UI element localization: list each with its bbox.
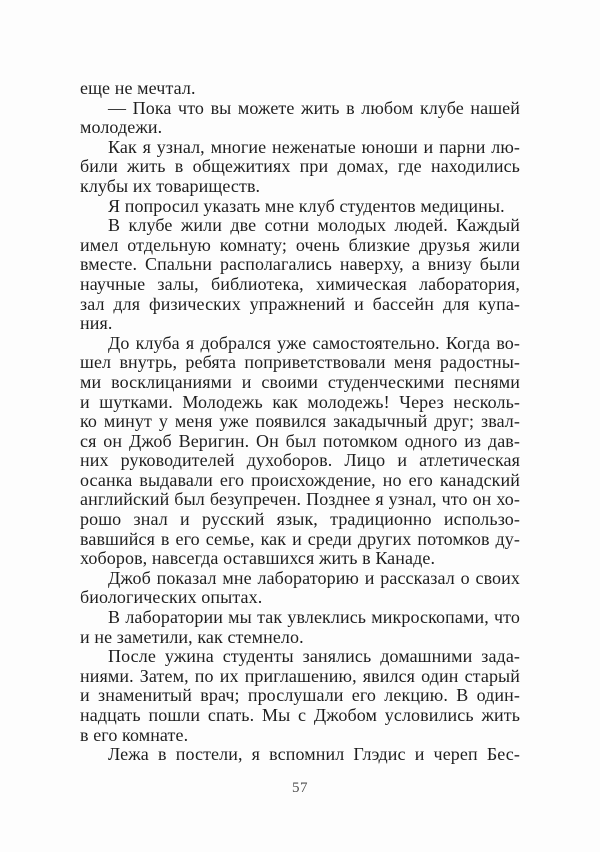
text-line: вместе. Спальни располагались наверху, а внизу были [80, 255, 520, 275]
text-line: в его комнате. [80, 725, 189, 745]
text-line: зал для физических упражнений и бассейн для купа- [80, 294, 520, 314]
text-line: биологических опытах. [80, 588, 263, 608]
text-line: В лаборатории мы так увлеклись микроскопами, что [108, 608, 520, 628]
text-line: — Пока что вы можете жить в любом клубе нашей [108, 98, 520, 118]
text-line: В клубе жили две сотни молодых людей. Каждый [108, 216, 520, 236]
paragraph [80, 197, 520, 217]
paragraph [80, 647, 520, 745]
text-line: осанка выдавали его происхождение, но его канадский [80, 470, 520, 490]
text-line: После ужина студенты занялись домашними зада- [108, 647, 520, 667]
text-line: них руководителей духоборов. Лицо и атлетическая [80, 451, 520, 471]
text-line: ся он Джоб Веригин. Он был потомком одного из дав- [80, 431, 520, 451]
text-line: ниями. Затем, по их приглашению, явился один старый [80, 666, 520, 686]
text-line: и знаменитый врач; прослушали его лекцию. В один- [80, 686, 520, 706]
paragraph [80, 79, 520, 99]
text-line: молодежи. [80, 118, 163, 138]
text-line: били жить в общежитиях при домах, где находились [80, 157, 520, 177]
text-line: шел внутрь, ребята поприветствовали меня радостны- [80, 353, 520, 373]
paragraph [80, 334, 520, 569]
paragraph [80, 745, 520, 765]
paragraph [80, 216, 520, 334]
text-line: Я попросил указать мне клуб студентов медицины. [108, 196, 505, 216]
text-line: ния. [80, 314, 113, 334]
text-line: еще не мечтал. [80, 79, 196, 98]
text-line: хоборов, навсегда оставшихся жить в Канаде. [80, 549, 436, 569]
paragraph [80, 608, 520, 647]
text-line: До клуба я добрался уже самостоятельно. Когда во- [108, 333, 520, 353]
text-line: английский был безупречен. Позднее я узнал, что он хо- [80, 490, 520, 510]
text-line: клубы их товариществ. [80, 176, 261, 196]
text-line: ко минут у меня уже появился закадычный друг; звал- [80, 412, 520, 432]
text-line: ми восклицаниями и своими студенческими песнями [80, 372, 520, 392]
page-number: 57 [292, 780, 308, 796]
text-line: Джоб показал мне лабораторию и рассказал о своих [108, 568, 520, 588]
text-line: Как я узнал, многие неженатые юноши и парни лю- [108, 137, 520, 157]
paragraph [80, 99, 520, 138]
paragraph [80, 138, 520, 197]
page-text-block [80, 79, 520, 765]
text-line: рошо знал и русский язык, традиционно использо- [80, 510, 520, 530]
paragraph [80, 569, 520, 608]
text-line: вавшийся в его семье, как и среди других потомков ду- [80, 529, 520, 549]
text-line: надцать пошли спать. Мы с Джобом условились жить [80, 706, 520, 725]
text-line: и шутками. Молодежь как молодежь! Через несколь- [80, 392, 520, 412]
text-line: и не заметили, как стемнело. [80, 627, 304, 647]
text-line: научные залы, библиотека, химическая лаборатория, [80, 274, 520, 294]
text-line: Лежа в постели, я вспомнил Глэдис и череп Бес- [108, 745, 520, 765]
text-line: имел отдельную комнату; очень близкие друзья жили [80, 235, 520, 255]
